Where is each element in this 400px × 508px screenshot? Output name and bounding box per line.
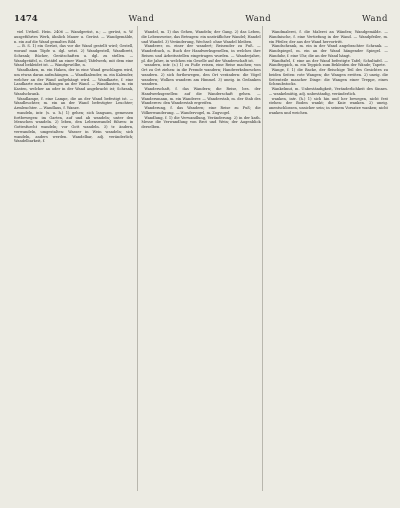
page-number: 1474 — [14, 14, 38, 24]
column-left — [14, 30, 133, 508]
entry-paragraph: Wange, f. 1) die Backe, der fleischige Teil des Gesichtes zu beiden Seiten: rote Wangen; die Wangen erröten. 2) uneig. die Seitenteile mancher Dinge: die Wangen einer Treppe, eines Schraubstocks. — [268, 68, 388, 87]
entry-paragraph: Wandtafel, f. eine an der Wand befestigte Tafel; Schultafel. — Wandteppich, m. ein Teppich zum Bekleiden der Wände; Tapete. — [268, 58, 388, 68]
entry-paragraph: wandeln, intr. (s. u. h.) 1) gehen; sich langsam, gemessen fortbewegen: im Garten, auf und ab wandeln; unter den Menschen wandeln. 2) leben, den Lebenswandel führen: in Gottesfurcht wandeln; vor Gott wandeln. 3) tr. ändern, verwandeln, umgestalten: Wasser in Wein wandeln; sich wandeln, anders werden. Wandelbar, adj. veränderlich; Wandelbarkeit, f. — [14, 110, 134, 144]
column-right — [269, 30, 388, 508]
entry-paragraph: wandern, intr. (s.) 1) zu Fuße reisen, eine Reise machen; von Ort zu Ort ziehen: in die Fremde wandern; Handwerksburschen wandern. 2) sich fortbewegen, den Ort verändern: die Vögel wandern; Wolken wandern am Himmel. 3) uneig. in Gedanken wandern. — [141, 63, 261, 87]
entry-paragraph: Wankelmut, m. Unbeständigkeit, Veränderlichkeit des Sinnes. — wankelmütig, adj. unbeständig, veränderlich. — [268, 87, 388, 96]
page-header — [14, 14, 388, 26]
running-head-right: Wand — [361, 14, 388, 24]
column-divider — [262, 26, 263, 491]
column-divider — [137, 26, 138, 491]
column-middle — [141, 30, 260, 508]
text-columns — [14, 30, 388, 508]
entry-paragraph: Wandschrank, m. ein in der Wand angebrachter Schrank. — Wandspiegel, m. ein an der Wand hängender Spiegel. — Wanduhr, f. eine Uhr, die an der Wand hängt. — [268, 44, 388, 58]
entry-paragraph: Wandlung, f. 1) die Verwandlung, Veränderung. 2) in der kath. Messe die Verwandlung von Brot und Wein; der Augenblick derselben. — [141, 115, 261, 129]
entry-paragraph: Wanderschaft, f. das Wandern; die Reise, bes. der Handwerksgesellen: auf die Wanderschaft gehen. — Wandersmann, m. ein Wanderer. — Wanderstab, m. der Stab des Wanderers: den Wanderstab ergreifen. — [141, 87, 261, 106]
running-head-center: Wand — [245, 14, 272, 24]
entry-paragraph: Wandhaken, m. ein Haken, der in eine Wand geschlagen wird, um etwas daran aufzuhängen. — Wandkalender, m. ein Kalender, welcher an der Wand aufgehängt wird. — Wandkarte, f. eine Landkarte zum Aufhängen an der Wand. — Wandkasten, m. ein Kasten, welcher an oder in der Wand angebracht ist; Schrank, Wandschrank. — [14, 68, 134, 96]
entry-paragraph: Wandlampe, f. eine Lampe, die an der Wand befestigt ist. — Wandleuchter, m. ein an der Wand befestigter Leuchter; Armleuchter. — Wandlaus, f. Wanze. — [14, 96, 134, 110]
entry-paragraph: viel Urtheil. Hein. 2406 — Wandgerüst, n.; — gerüst, n. W. ausgeführtes Werk, ähnlich Mauer u. Gerüst. — Wandgemälde, n. ein auf die Wand gemaltes Bild. — [14, 30, 134, 44]
entry-paragraph: Wandmalerei, f. die Malerei an Wänden; Wandgemälde. — Wandnische, f. eine Vertiefung in der Wand. — Wandpfeiler, m. ein Pfeiler, der aus der Wand hervortritt. — [268, 30, 388, 44]
entry-paragraph: Wandel, m. 1) das Gehen, Wandeln; der Gang. 2) das Leben, die Lebensweise, das Betragen: ein unsträflicher Wandel; Handel und Wandel. 3) Veränderung, Wechsel: ohne Wandel bleiben. — [141, 30, 261, 44]
entry-paragraph: Wanderer, m. einer der wandert; Reisender zu Fuß. — Wanderbuch, n. Buch der Handwerksgesellen, in welches ihre Reisen und Arbeitsstellen eingetragen wurden. — Wanderjahre, pl. die Jahre, in welchen ein Geselle auf der Wanderschaft ist. — [141, 44, 261, 63]
entry-paragraph: — B. S. 1) ein Gerüst, das vor die Wand gestellt wird; Gestell, worauf man Töpfe u. dgl. setzt. 2) Wandgestell, Wandbrett, Schrank; Bücher, Gerätschaften u. dgl. zu stellen. — Wandgetäfel, n. Getäfel an einer Wand; Täfelwerk, mit dem eine Wand bekleidet ist. — Wandgewölbe, n. — [14, 44, 134, 68]
running-head-left: Wand — [128, 14, 155, 24]
entry-paragraph: Wanderung, f. das Wandern; eine Reise zu Fuß; die Völkerwanderung. — Wandervogel, m. Zugvogel. — [141, 106, 261, 115]
entry-paragraph: wanken, intr. (h.) 1) sich hin und her bewegen, nicht fest stehen: der Boden wankt; die Knie wanken. 2) uneig. unentschlossen, unsicher sein; in seinem Vorsatze wanken; nicht wanken und weichen. — [268, 96, 388, 115]
